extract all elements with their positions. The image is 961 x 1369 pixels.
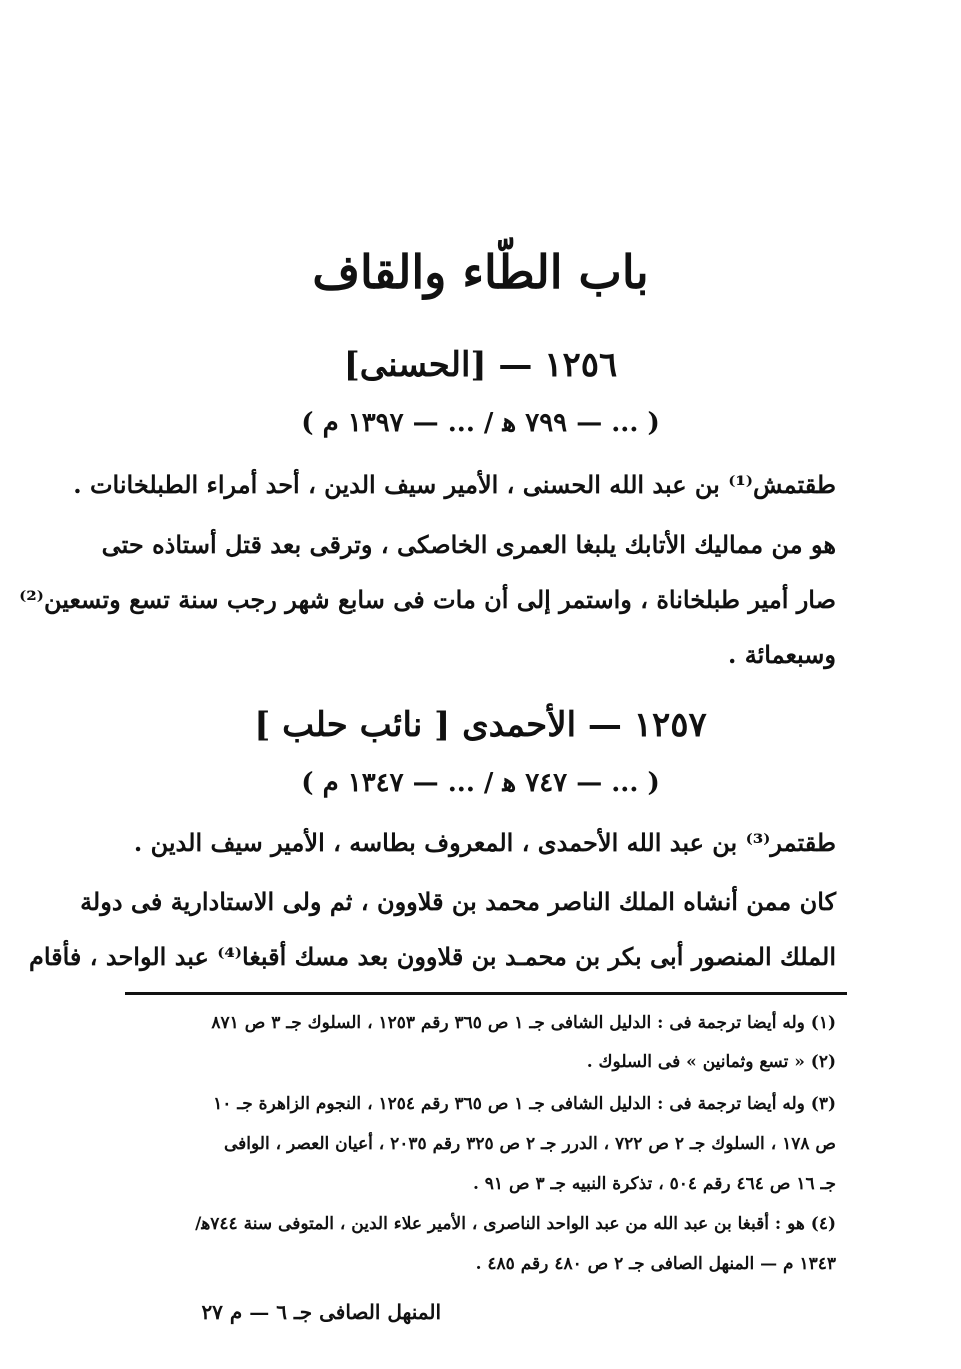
- page-footer: المنهل الصافى جـ ٦ — م ٢٧: [201, 1300, 441, 1324]
- entry-1256-line-4: وسبعمائة .: [728, 640, 836, 669]
- footnote-divider: [125, 992, 847, 995]
- entry-1256-line-3: صار أمير طبلخاناة ، واستمر إلى أن مات فى سابع شهر رجب سنة تسع وتسعين⁽²⁾: [19, 585, 836, 614]
- entry-dates-1257: ( ... — ٧٤٧ ﻫ / ... — ١٣٤٧ م ): [301, 768, 660, 798]
- footnote-line-1: (١) وله أيضا ترجمة فى : الدليل الشافى جـ ١ ص ٣٦٥ رقم ١٢٥٣ ، السلوك جـ ٣ ص ٨٧١: [211, 1013, 836, 1033]
- entry-1256-line-1: طقتمش⁽¹⁾ بن عبد الله الحسنى ، الأمير سيف الدين ، أحد أمراء الطبلخانات .: [73, 470, 836, 499]
- entry-1257-line-3: الملك المنصور أبى بكر بن محمـد بن قلاوون بعد مسك أقبغا⁽⁴⁾ عبد الواحد ، فأقام: [28, 942, 836, 971]
- footnote-line-2: (٢) « تسع وثمانين » فى السلوك .: [586, 1052, 836, 1072]
- entry-1257-line-2: كان ممن أنشاه الملك الناصر محمد بن قلاوون ، ثم ولى الاستادارية فى دولة: [80, 887, 836, 916]
- footnote-line-4: ص ١٧٨ ، السلوك جـ ٢ ص ٧٢٢ ، الدرر جـ ٢ ص ٣٢٥ رقم ٢٠٣٥ ، أعيان العصر ، الوافى: [223, 1134, 836, 1154]
- entry-dates-1256: ( ... — ٧٩٩ ﻫ / ... — ١٣٩٧ م ): [301, 408, 660, 438]
- footnote-line-7: ١٣٤٣ م — المنهل الصافى جـ ٢ ص ٤٨٠ رقم ٤٨٥ .: [475, 1254, 836, 1274]
- footnote-line-5: جـ ١٦ ص ٤٦٤ رقم ٥٠٤ ، تذكرة النبيه جـ ٣ ص ٩١ .: [472, 1174, 836, 1194]
- footnote-line-6: (٤) هو : أقبغا بن عبد الله من عبد الواحد الناصرى ، الأمير علاء الدين ، المتوفى سنة ٧٤٤ﻫ/: [195, 1214, 836, 1234]
- entry-title-1256: ١٢٥٦ — [الحسنى]: [343, 345, 618, 385]
- footnote-line-3: (٣) وله أيضا ترجمة فى : الدليل الشافى جـ ١ ص ٣٦٥ رقم ١٢٥٤ ، النجوم الزاهرة جـ ١٠: [213, 1094, 836, 1114]
- entry-title-1257: ١٢٥٧ — الأحمدى [ نائب حلب ]: [254, 705, 707, 745]
- chapter-title: باب الطّاء والقاف: [312, 245, 649, 299]
- entry-1257-line-1: طقتمر⁽³⁾ بن عبد الله الأحمدى ، المعروف بطاسه ، الأمير سيف الدين .: [133, 828, 836, 857]
- entry-1256-line-2: هو من مماليك الأتابك يلبغا العمرى الخاصكى ، وترقى بعد قتل أستاذه حتى: [101, 530, 836, 559]
